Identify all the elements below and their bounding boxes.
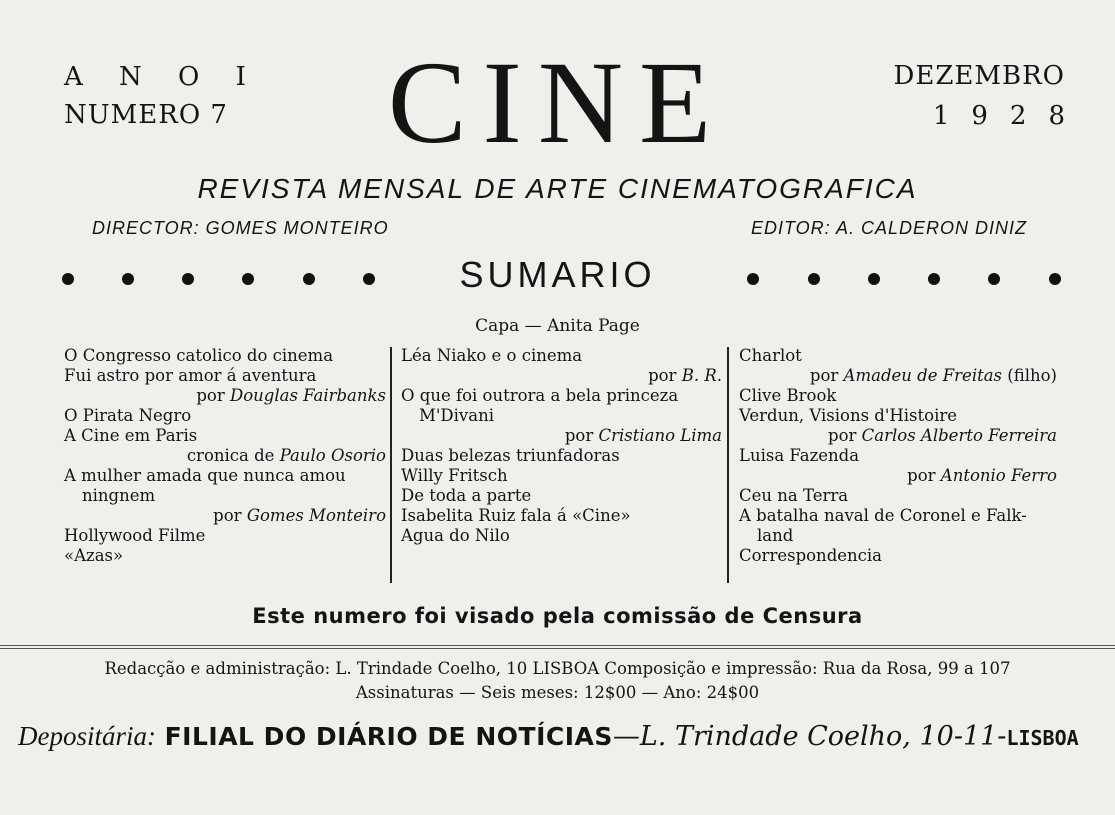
author-name: Cristiano Lima <box>598 426 722 445</box>
article-title: O Congresso catolico do cinema <box>64 346 334 365</box>
editor-credit: EDITOR: A. CALDERON DINIZ <box>750 218 1027 238</box>
byline-prefix: por <box>196 386 230 405</box>
footer-rule <box>0 648 1115 649</box>
contents-column-2 <box>401 346 722 546</box>
article-byline <box>739 466 1057 486</box>
article-byline <box>401 366 722 386</box>
article-byline <box>401 426 722 446</box>
ornament-dot <box>747 273 759 285</box>
issue-month: DEZEMBRO <box>893 61 1065 91</box>
article-title: Isabelita Ruiz fala á «Cine» <box>401 506 631 525</box>
article-title: Clive Brook <box>739 386 837 405</box>
article-title: Charlot <box>739 346 802 365</box>
author-name: Carlos Alberto Ferreira <box>861 426 1057 445</box>
distributor-address: —L. Trindade Coelho, 10-11- <box>612 721 1007 752</box>
article-title: Agua do Nilo <box>401 526 510 545</box>
article-byline <box>739 366 1057 386</box>
article-title: O Pirata Negro <box>64 406 192 425</box>
contents-column-1 <box>64 346 386 566</box>
article-title: A batalha naval de Coronel e Falk- <box>739 506 1027 525</box>
article-title: De toda a parte <box>401 486 532 505</box>
article-title: A mulher amada que nunca amou <box>64 466 346 485</box>
byline-prefix: por <box>828 426 862 445</box>
ornament-dot <box>1049 273 1061 285</box>
censorship-notice: Este numero foi visado pela comissão de Censura <box>252 604 863 628</box>
byline-prefix: por <box>809 366 844 385</box>
author-name: Douglas Fairbanks <box>229 386 386 405</box>
article-title: Ceu na Terra <box>739 486 849 505</box>
sumario-heading: SUMARIO <box>459 254 656 295</box>
byline-prefix: por <box>213 506 247 525</box>
byline-prefix: por <box>648 366 682 385</box>
director-credit: DIRECTOR: GOMES MONTEIRO <box>92 218 389 238</box>
article-title: Duas belezas triunfadoras <box>401 446 620 465</box>
article-title: Correspondencia <box>739 546 882 565</box>
article-title: ningnem <box>82 486 156 505</box>
author-name: Amadeu de Freitas <box>843 366 1003 385</box>
distributor-line <box>18 721 1079 752</box>
author-name: B. R. <box>681 366 722 385</box>
author-name: Antonio Ferro <box>940 466 1057 485</box>
distributor-city: LISBOA <box>1006 726 1079 750</box>
ornament-dot <box>808 273 820 285</box>
contents-column-3 <box>739 346 1057 566</box>
cover-credit: Capa — Anita Page <box>475 316 640 336</box>
address-line: Redacção e administração: L. Trindade Coelho, 10 LISBOA Composição e impressão: Rua da Rosa, 99 a 107 <box>104 659 1011 678</box>
byline-prefix: por <box>907 466 941 485</box>
ornament-dot <box>928 273 940 285</box>
issue-year: 1928 <box>932 101 1087 131</box>
article-byline <box>64 506 386 526</box>
article-title: O que foi outrora a bela princeza <box>401 386 679 405</box>
article-title: Willy Fritsch <box>401 466 508 485</box>
article-title: land <box>757 526 794 545</box>
byline-prefix: por <box>564 426 599 445</box>
author-name: Gomes Monteiro <box>246 506 386 525</box>
column-divider <box>390 347 392 583</box>
article-byline <box>739 426 1057 446</box>
article-title: Fui astro por amor á aventura <box>64 366 317 385</box>
byline-suffix: (filho) <box>1002 366 1057 385</box>
article-byline <box>64 386 386 406</box>
date-info <box>893 56 1087 136</box>
magazine-subtitle: REVISTA MENSAL DE ARTE CINEMATOGRAFICA <box>197 173 918 204</box>
column-divider <box>727 347 729 583</box>
article-title: Verdun, Visions d'Histoire <box>739 406 958 425</box>
year-volume: A N O I <box>64 62 260 92</box>
distributor-name: FILIAL DO DIÁRIO DE NOTÍCIAS <box>164 722 613 751</box>
article-title: Hollywood Filme <box>64 526 206 545</box>
article-title: «Azas» <box>64 546 124 565</box>
ornament-dot <box>988 273 1000 285</box>
article-title: Luisa Fazenda <box>739 446 860 465</box>
article-title: A Cine em Paris <box>64 426 198 445</box>
byline-prefix: cronica de <box>186 446 280 465</box>
article-title: Léa Niako e o cinema <box>401 346 583 365</box>
article-byline <box>64 446 386 466</box>
article-title: M'Divani <box>419 406 494 425</box>
subscription-line: Assinaturas — Seis meses: 12$00 — Ano: 24$00 <box>355 683 760 702</box>
author-name: Paulo Osorio <box>279 446 386 465</box>
ornament-dot <box>868 273 880 285</box>
issue-number: NUMERO 7 <box>64 100 228 130</box>
distributor-label: Depositária: <box>18 721 156 751</box>
footer-rule <box>0 645 1115 646</box>
magazine-title: CINE <box>387 37 728 168</box>
